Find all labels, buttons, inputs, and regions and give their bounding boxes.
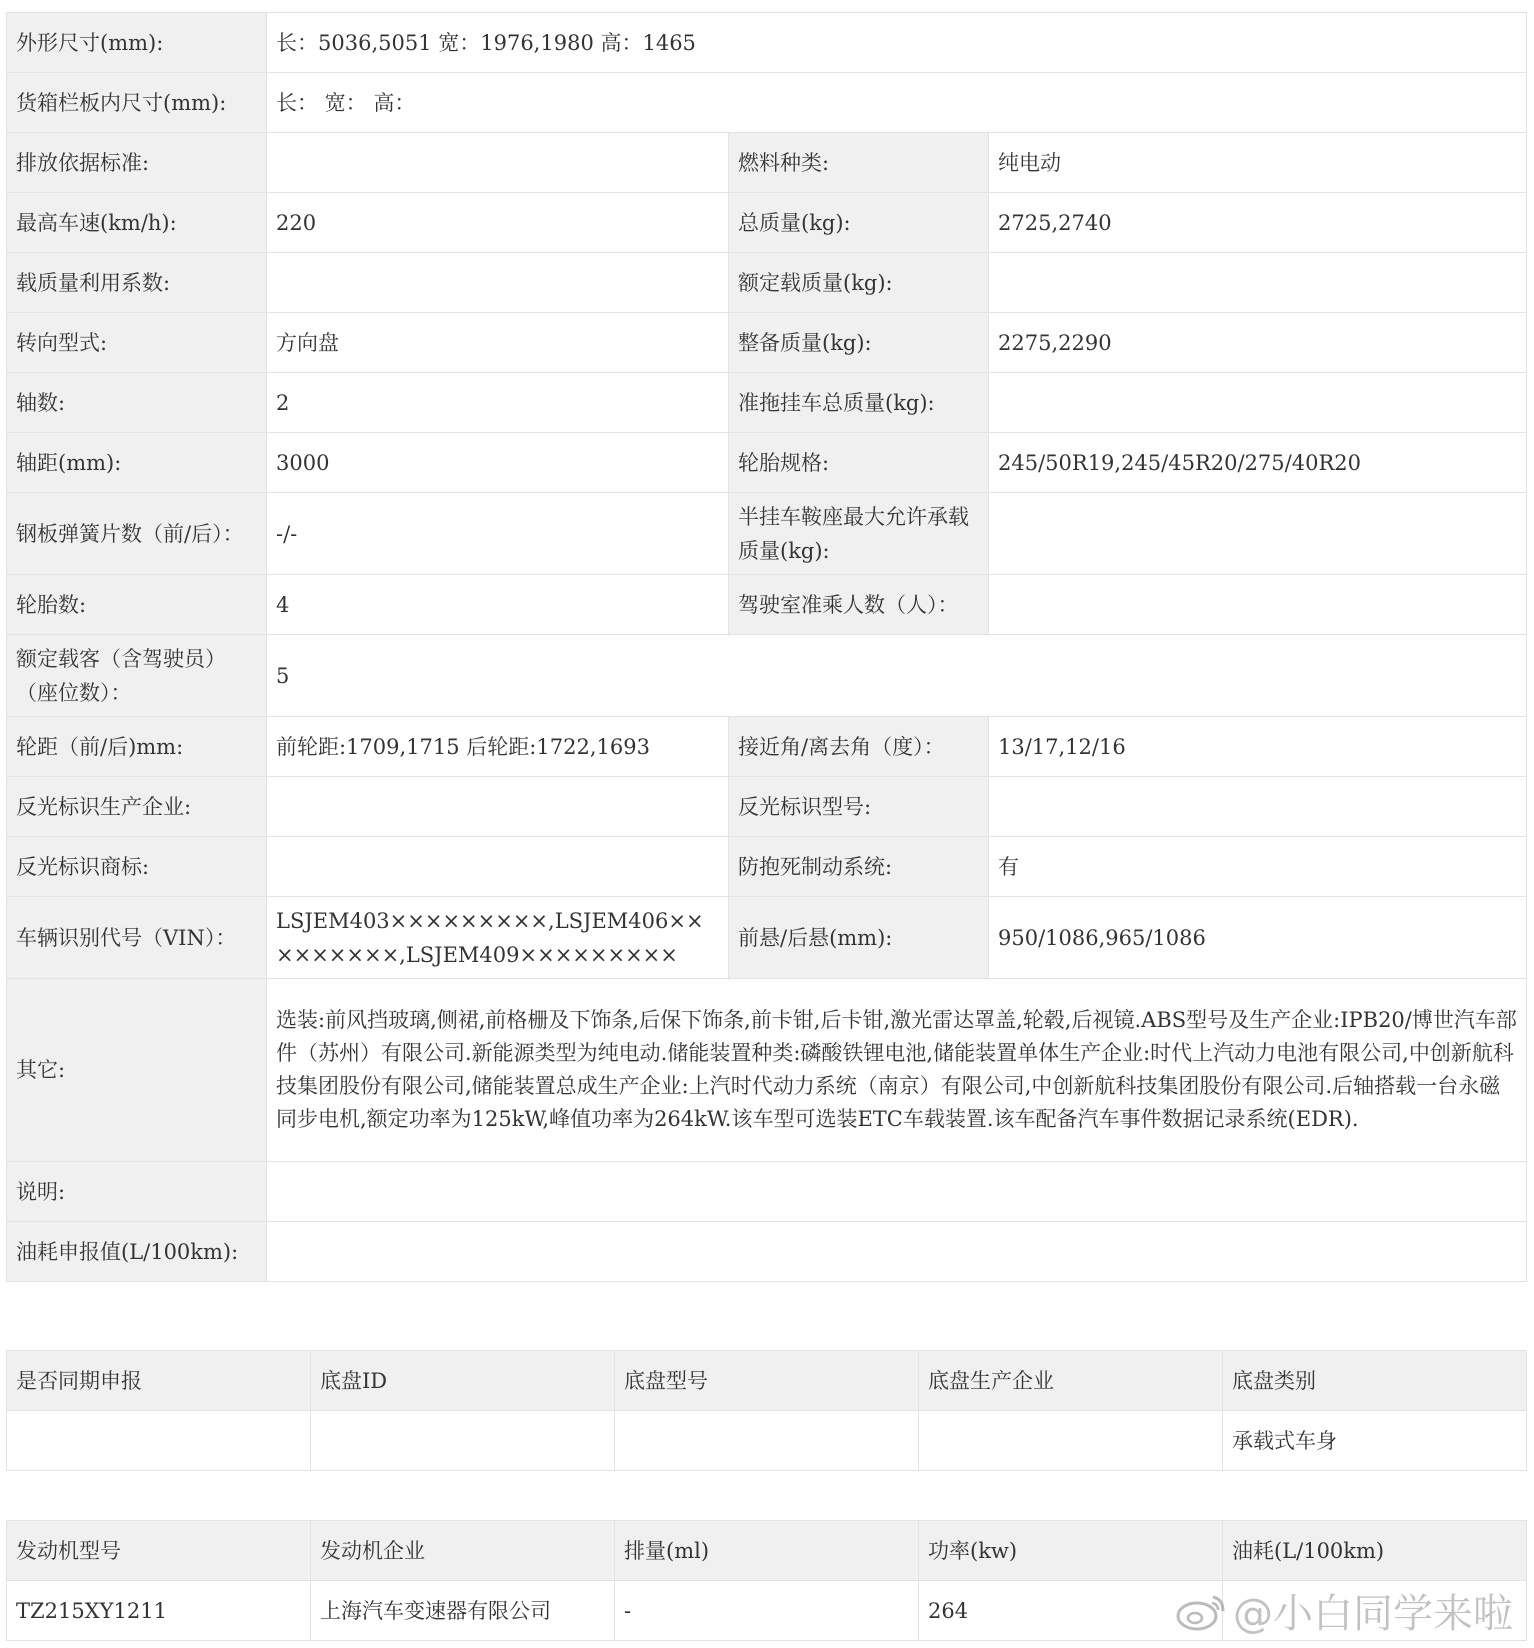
approach-angle-label: 接近角/离去角（度）： — [729, 717, 989, 777]
spec-row-load — [7, 253, 1527, 313]
total-mass-label: 总质量(kg): — [729, 193, 989, 253]
watermark-text: @小白同学来啦 — [1233, 1591, 1513, 1637]
steering-value: 方向盘 — [267, 313, 729, 373]
other-value: 选装:前风挡玻璃,侧裙,前格栅及下饰条,后保下饰条,前卡钳,后卡钳,激光雷达罩盖,轮毂,后视镜.ABS型号及生产企业:IPB20/博世汽车部件（苏州）有限公司.新能源类型为纯电动.储能装置种类:磷酸铁锂电池,储能装置单体生产企业:时代上汽动力电池有限公司,中创新航科技集团股份有限公司,储能装置总成生产企业:上汽时代动力系统（南京）有限公司,中创新航科技集团股份有限公司.后轴搭载一台永磁同步电机,额定功率为125kW,峰值功率为264kW.该车型可选装ETC车载装置.该车配备汽车事件数据记录系统(EDR). — [267, 979, 1527, 1162]
chassis-header-concurrent: 是否同期申报 — [7, 1351, 311, 1411]
chassis-header-id: 底盘ID — [311, 1351, 615, 1411]
other-label: 其它: — [7, 979, 267, 1162]
saddle-load-label: 半挂车鞍座最大允许承载质量(kg): — [729, 493, 989, 575]
spec-row-tires — [7, 575, 1527, 635]
cargo-dims-value: 长： 宽： 高： — [267, 73, 1527, 133]
axles-value: 2 — [267, 373, 729, 433]
curb-mass-value: 2275,2290 — [989, 313, 1527, 373]
emission-label: 排放依据标准: — [7, 133, 267, 193]
notes-label: 说明: — [7, 1162, 267, 1222]
spec-row-wheelbase — [7, 433, 1527, 493]
tire-count-value: 4 — [267, 575, 729, 635]
spec-row-other — [7, 979, 1527, 1162]
tire-spec-label: 轮胎规格: — [729, 433, 989, 493]
leaf-spring-value: -/- — [267, 493, 729, 575]
spec-row-dimensions — [7, 13, 1527, 73]
engine-header-maker: 发动机企业 — [311, 1521, 615, 1581]
leaf-spring-label: 钢板弹簧片数（前/后）： — [7, 493, 267, 575]
chassis-id-value — [311, 1411, 615, 1471]
rated-load-label: 额定载质量(kg): — [729, 253, 989, 313]
table-row — [7, 1411, 1527, 1471]
engine-header-consumption: 油耗(L/100km) — [1223, 1521, 1527, 1581]
load-util-label: 载质量利用系数: — [7, 253, 267, 313]
overhang-value: 950/1086,965/1086 — [989, 897, 1527, 979]
chassis-header-row — [7, 1351, 1527, 1411]
vehicle-spec-table — [6, 12, 1527, 1282]
engine-maker-value: 上海汽车变速器有限公司 — [311, 1581, 615, 1641]
wheelbase-label: 轴距(mm): — [7, 433, 267, 493]
engine-displacement-value: - — [615, 1581, 919, 1641]
engine-header-model: 发动机型号 — [7, 1521, 311, 1581]
watermark — [1175, 1582, 1513, 1639]
cab-passengers-value — [989, 575, 1527, 635]
chassis-header-type: 底盘类别 — [1223, 1351, 1527, 1411]
abs-value: 有 — [989, 837, 1527, 897]
engine-model-value: TZ215XY1211 — [7, 1581, 311, 1641]
emission-value — [267, 133, 729, 193]
chassis-header-maker: 底盘生产企业 — [919, 1351, 1223, 1411]
reflector-maker-label: 反光标识生产企业: — [7, 777, 267, 837]
engine-header-power: 功率(kw) — [919, 1521, 1223, 1581]
fuel-consumption-value — [267, 1222, 1527, 1282]
chassis-maker-value — [919, 1411, 1223, 1471]
spec-row-leaf-spring — [7, 493, 1527, 575]
spec-row-track — [7, 717, 1527, 777]
rated-passengers-label: 额定载客（含驾驶员）（座位数）： — [7, 635, 267, 717]
chassis-header-model: 底盘型号 — [615, 1351, 919, 1411]
cargo-dims-label: 货箱栏板内尺寸(mm): — [7, 73, 267, 133]
rated-passengers-value: 5 — [267, 635, 1527, 717]
engine-header-row — [7, 1521, 1527, 1581]
saddle-load-value — [989, 493, 1527, 575]
spec-row-notes — [7, 1162, 1527, 1222]
track-value: 前轮距:1709,1715 后轮距:1722,1693 — [267, 717, 729, 777]
dimensions-label: 外形尺寸(mm): — [7, 13, 267, 73]
vin-label: 车辆识别代号（VIN）： — [7, 897, 267, 979]
max-speed-value: 220 — [267, 193, 729, 253]
overhang-label: 前悬/后悬(mm): — [729, 897, 989, 979]
spec-row-rated-passengers — [7, 635, 1527, 717]
spec-row-axles — [7, 373, 1527, 433]
rated-load-value — [989, 253, 1527, 313]
chassis-table — [6, 1350, 1527, 1471]
spec-row-speed — [7, 193, 1527, 253]
reflector-brand-label: 反光标识商标: — [7, 837, 267, 897]
reflector-model-label: 反光标识型号: — [729, 777, 989, 837]
spec-row-cargo-dims — [7, 73, 1527, 133]
vin-value: LSJEM403×××××××××,LSJEM406×××××××××,LSJEM409××××××××× — [267, 897, 729, 979]
engine-header-displacement: 排量(ml) — [615, 1521, 919, 1581]
steering-label: 转向型式: — [7, 313, 267, 373]
spec-row-emission — [7, 133, 1527, 193]
spec-row-vin — [7, 897, 1527, 979]
track-label: 轮距（前/后)mm: — [7, 717, 267, 777]
trailer-mass-value — [989, 373, 1527, 433]
reflector-brand-value — [267, 837, 729, 897]
reflector-model-value — [989, 777, 1527, 837]
spec-row-steering — [7, 313, 1527, 373]
spec-row-abs — [7, 837, 1527, 897]
axles-label: 轴数: — [7, 373, 267, 433]
chassis-type-value: 承载式车身 — [1223, 1411, 1527, 1471]
dimensions-value: 长：5036,5051 宽：1976,1980 高：1465 — [267, 13, 1527, 73]
weibo-icon — [1175, 1591, 1227, 1631]
abs-label: 防抱死制动系统: — [729, 837, 989, 897]
spec-row-fuel-consumption — [7, 1222, 1527, 1282]
cab-passengers-label: 驾驶室准乘人数（人）： — [729, 575, 989, 635]
fuel-type-label: 燃料种类: — [729, 133, 989, 193]
reflector-maker-value — [267, 777, 729, 837]
curb-mass-label: 整备质量(kg): — [729, 313, 989, 373]
tire-count-label: 轮胎数: — [7, 575, 267, 635]
wheelbase-value: 3000 — [267, 433, 729, 493]
notes-value — [267, 1162, 1527, 1222]
engine-power-value: 264 — [919, 1581, 1223, 1641]
load-util-value — [267, 253, 729, 313]
spec-row-reflector — [7, 777, 1527, 837]
chassis-concurrent-value — [7, 1411, 311, 1471]
tire-spec-value: 245/50R19,245/45R20/275/40R20 — [989, 433, 1527, 493]
approach-angle-value: 13/17,12/16 — [989, 717, 1527, 777]
max-speed-label: 最高车速(km/h): — [7, 193, 267, 253]
chassis-model-value — [615, 1411, 919, 1471]
total-mass-value: 2725,2740 — [989, 193, 1527, 253]
trailer-mass-label: 准拖挂车总质量(kg): — [729, 373, 989, 433]
fuel-consumption-label: 油耗申报值(L/100km): — [7, 1222, 267, 1282]
fuel-type-value: 纯电动 — [989, 133, 1527, 193]
